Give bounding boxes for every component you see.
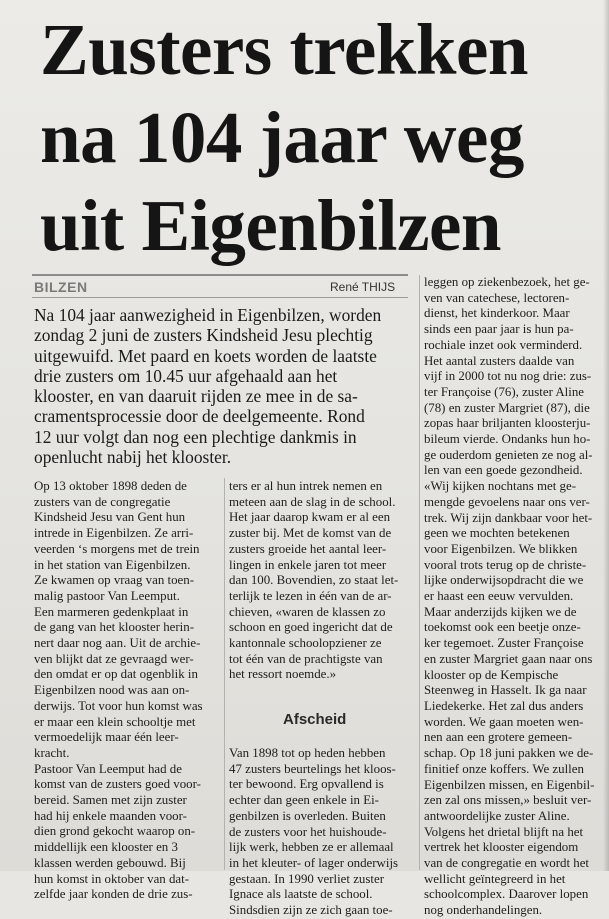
body-line: Ignace als laatste de school.: [229, 887, 373, 902]
body-line: zelfde jaar konden de drie zus-: [34, 887, 193, 902]
body-line: komst van de zusters goed voor-: [34, 777, 201, 792]
body-line: Maar anderzijds kijken we de: [424, 604, 577, 619]
lead-line: uitgewuifd. Met paard en koets worden de laatste: [34, 345, 377, 366]
body-line: «Wij kijken nochtans met ge-: [424, 479, 576, 494]
body-line: sinds een paar jaar is hun pa-: [424, 322, 574, 337]
article-headline: [40, 6, 605, 270]
body-line: had hij enkele maanden voor-: [34, 808, 187, 823]
body-line: zuster bij. Met de komst van de: [229, 526, 392, 541]
body-column-1: [34, 479, 220, 903]
paper-edge-shadow: [603, 0, 609, 871]
body-line: schap. Op 18 juni pakken we de-: [424, 746, 594, 761]
article-lead: [34, 305, 414, 467]
body-line: 47 zusters beurtelings het kloos-: [229, 761, 396, 776]
body-column-2-continued: [229, 746, 415, 919]
body-line: geen we mochten betekenen: [424, 526, 570, 541]
byline-bottom-rule: [32, 297, 408, 298]
body-line: Het aantal zusters daalde van: [424, 353, 575, 368]
body-line: Eigenbilzen missen, en Eigenbil-: [424, 777, 595, 792]
author-name: René THIJS: [330, 280, 396, 294]
body-line: dien grond gekocht waarop on-: [34, 824, 196, 839]
body-line: in het kleuter- of lager onderwijs: [229, 855, 399, 870]
body-line: en zuster Margriet gaan naar ons: [424, 651, 593, 666]
body-line: veerden ‘s morgens met de trein: [34, 541, 200, 556]
body-line: zusters groeide het aantal leer-: [229, 541, 387, 556]
body-line: er maar een klein schooltje met: [34, 714, 196, 729]
body-line: terlijk te lezen in één van de ar-: [229, 588, 392, 603]
body-line: vooral trots terug op de christe-: [424, 557, 587, 572]
body-line: meteen aan de slag in de school.: [229, 494, 396, 509]
body-line: klooster op de Kempische: [424, 667, 559, 682]
body-line: van de congregatie en wordt het: [424, 856, 590, 871]
body-line: ter Françoise (76), zuster Aline: [424, 384, 585, 399]
body-line: hun komst in oktober van dat-: [34, 871, 190, 886]
body-line: genbilzen is overleden. Buiten: [229, 808, 386, 823]
body-line: schoon en goed ingericht dat de: [229, 620, 393, 635]
lead-line: zondag 2 juni de zusters Kindsheid Jesu plechtig: [34, 325, 373, 346]
body-line: lijke onderwijsopdracht die we: [424, 573, 584, 588]
body-line: chieven, «waren de klassen zo: [229, 604, 386, 619]
body-line: klassen werden gebouwd. Bij: [34, 855, 186, 870]
body-line: schoolcomplex. Daarover lopen: [424, 887, 589, 902]
body-line: antwoordelijke zuster Aline.: [424, 808, 570, 823]
lead-line: openlucht nabij het klooster.: [34, 447, 232, 468]
headline-line: na 104 jaar weg: [40, 97, 524, 178]
column-divider: [224, 478, 225, 870]
body-line: worden. We gaan moeten wen-: [424, 714, 584, 729]
body-line: malig pastoor Van Leemput.: [34, 588, 180, 603]
body-line: Eigenbilzen nood was aan on-: [34, 683, 190, 698]
body-line: trek. Wij zijn dankbaar voor het-: [424, 510, 593, 525]
body-line: Op 13 oktober 1898 deden de: [34, 479, 187, 493]
body-line: nen aan een grotere gemeen-: [424, 730, 573, 745]
body-line: ven blijkt dat ze gevraagd wer-: [34, 651, 194, 666]
body-line: Sindsdien zijn ze zich gaan toe-: [229, 903, 393, 918]
lead-line: Na 104 jaar aanwezigheid in Eigenbilzen, worden: [34, 305, 382, 325]
body-line: den omdat er op dat ogenblik in: [34, 667, 198, 682]
section-label: BILZEN: [34, 279, 88, 295]
body-line: voor Eigenbilzen. We blikken: [424, 541, 578, 556]
body-line: echter dan geen enkele in Ei-: [229, 793, 379, 808]
body-line: ter bewoond. Erg opvallend is: [229, 777, 384, 792]
body-line: Ze kwamen op vraag van toen-: [34, 573, 194, 588]
body-line: rochiale inzet ook verminderd.: [424, 337, 583, 352]
body-line: wellicht geïntegreerd in het: [424, 871, 566, 886]
body-line: Volgens het drietal blijft na het: [424, 824, 584, 839]
body-line: nog onderhandelingen.: [424, 903, 543, 918]
body-line: derwijs. Tot voor hun komst was: [34, 698, 203, 713]
body-line: leggen op ziekenbezoek, het ge-: [424, 275, 590, 289]
body-line: mengde gevoelens naar ons ver-: [424, 494, 590, 509]
body-line: kracht.: [34, 745, 70, 760]
body-line: dan 100. Bovendien, zo staat let-: [229, 573, 399, 588]
body-line: ters er al hun intrek nemen en: [229, 479, 383, 493]
section-subheading: Afscheid: [283, 711, 347, 728]
body-line: bileum vierde. Ondanks hun ho-: [424, 432, 591, 447]
lead-line: cramentsprocessie door de deelgemeente. Rond: [34, 406, 365, 427]
body-line: lingen in enkele jaren tot meer: [229, 557, 387, 572]
byline-top-rule: [32, 274, 408, 276]
body-line: vertrek het klooster eigendom: [424, 840, 579, 855]
body-line: Kindsheid Jesu van Gent hun: [34, 510, 186, 525]
body-column-2: [229, 479, 415, 683]
body-line: zopas haar briljanten kloosterju-: [424, 416, 591, 431]
body-line: Een marmeren gedenkplaat in: [34, 604, 189, 619]
body-line: vijf in 2000 tot nu nog drie: zus-: [424, 369, 592, 384]
body-line: Liedekerke. Het zal dus anders: [424, 698, 584, 713]
body-line: Steenweg in Hasselt. Ik ga naar: [424, 683, 587, 698]
body-column-3: [424, 275, 607, 919]
body-line: nert daar nog aan. Uit de archie-: [34, 636, 201, 651]
body-line: len van een goede gezondheid.: [424, 463, 583, 478]
headline-line: uit Eigenbilzen: [40, 185, 501, 266]
body-line: bereid. Samen met zijn zuster: [34, 793, 187, 808]
body-line: Pastoor Van Leemput had de: [34, 761, 182, 776]
body-line: lijk werk, hebben ze er allemaal: [229, 840, 394, 855]
body-line: de gang van het klooster herin-: [34, 620, 195, 635]
body-line: toekomst ook een beetje onze-: [424, 620, 581, 635]
headline-line: Zusters trekken: [40, 9, 528, 90]
lead-line: 12 uur volgt dan nog een plechtige dankmis in: [34, 426, 357, 447]
body-line: vermoedelijk maar één leer-: [34, 730, 179, 745]
body-line: middellijk een klooster en 3: [34, 840, 178, 855]
lead-line: klooster, en van daaruit rijden ze mee in de sa-: [34, 386, 358, 407]
body-line: intrede in Eigenbilzen. Ze arri-: [34, 526, 194, 541]
body-line: ven van catechese, lectoren-: [424, 290, 570, 305]
body-line: het ressort noemde.»: [229, 667, 337, 682]
column-divider: [419, 275, 420, 870]
body-line: in het station van Eigenbilzen.: [34, 557, 191, 572]
body-line: er haast een eeuw vervulden.: [424, 589, 574, 604]
body-line: dienst, het kinderkoor. Maar: [424, 306, 570, 321]
body-line: tot één van de prachtigste van: [229, 651, 383, 666]
body-line: gestaan. In 1990 verliet zuster: [229, 871, 384, 886]
body-line: zusters van de congregatie: [34, 494, 171, 509]
body-line: de zusters voor het huishoude-: [229, 824, 387, 839]
body-line: Van 1898 tot op heden hebben: [229, 746, 386, 760]
body-line: (78) en zuster Margriet (87), die: [424, 400, 590, 415]
body-line: ge ouderdom genieten ze nog al-: [424, 447, 593, 462]
lead-line: drie zusters om 10.45 uur afgehaald aan het: [34, 365, 338, 386]
body-line: ker tegemoet. Zuster Françoise: [424, 636, 584, 651]
body-line: Het jaar daarop kwam er al een: [229, 510, 391, 525]
body-line: kantonnale schoolopziener ze: [229, 636, 382, 651]
body-line: zen zal ons missen,» besluit ver-: [424, 793, 592, 808]
body-line: finitief onze koffers. We zullen: [424, 761, 584, 776]
